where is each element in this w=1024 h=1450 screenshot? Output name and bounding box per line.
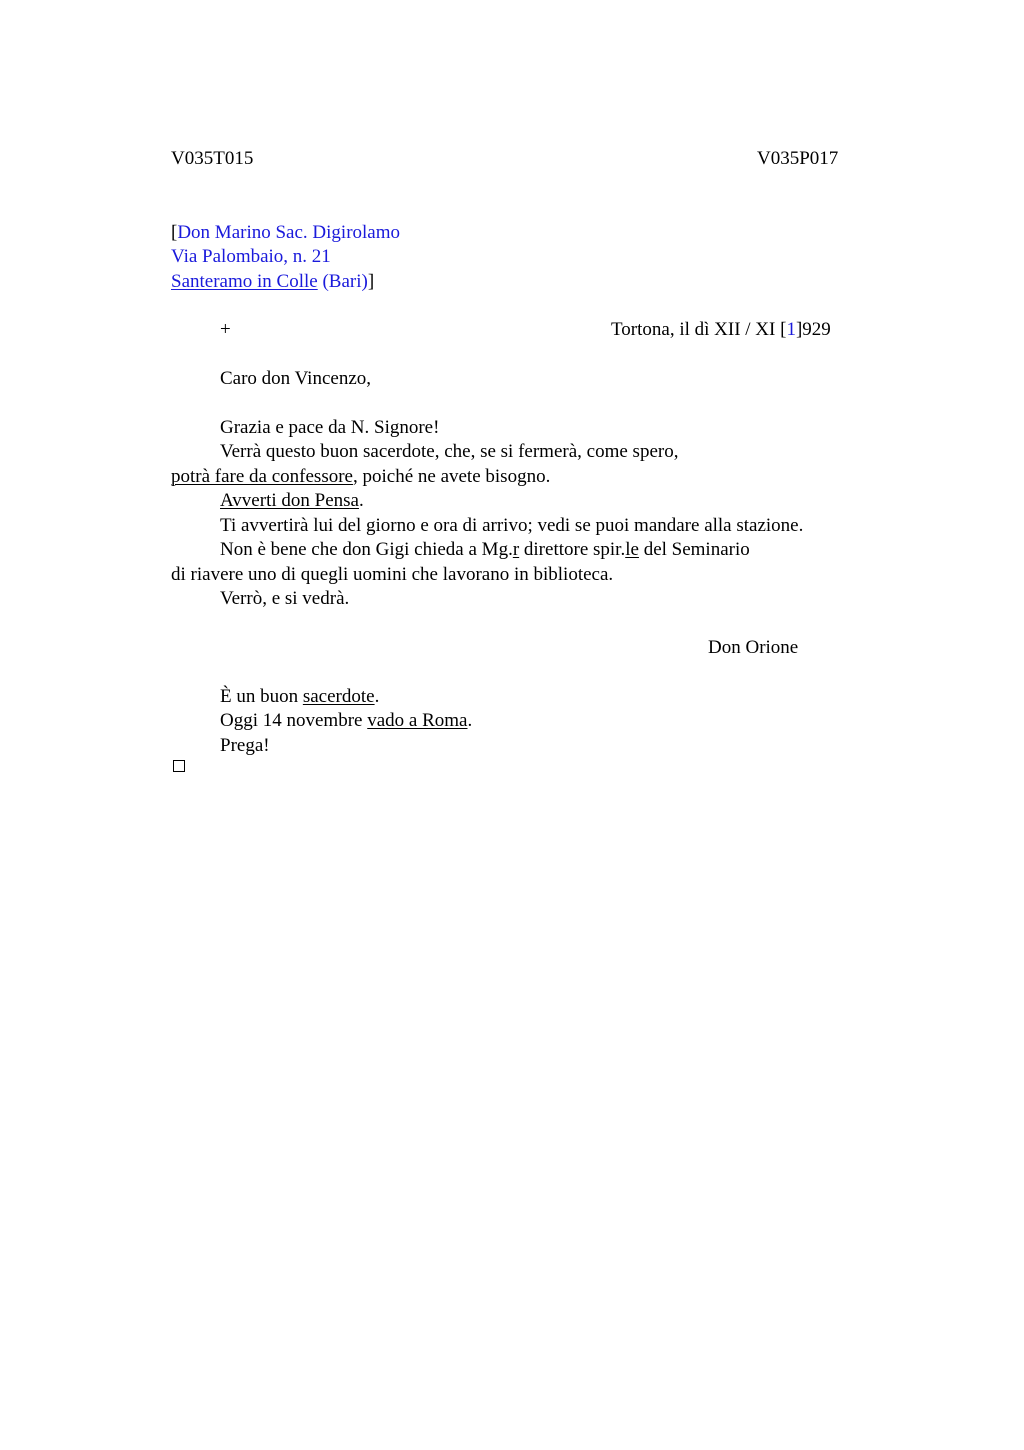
year-insert: 1 — [786, 319, 796, 340]
ps-1-c: . — [374, 686, 380, 707]
document-code-right: V035P017 — [757, 148, 839, 169]
address-name-line — [171, 221, 400, 246]
end-square-icon — [173, 760, 185, 772]
address-province: (Bari) — [322, 271, 368, 292]
body-line-8: Verrò, e si vedrà. — [220, 588, 350, 609]
document-code-left: V035T015 — [171, 148, 254, 169]
place-date-prefix: Tortona, il dì XII / XI [ — [611, 319, 787, 340]
address-street: Via Palombaio, n. 21 — [171, 246, 331, 267]
underlined-phrase: Avverti don Pensa — [220, 490, 359, 511]
place-date-suffix: ]929 — [795, 319, 831, 340]
body-line-6-c: direttore spir. — [519, 539, 626, 560]
body-line-1: Grazia e pace da N. Signore! — [220, 417, 440, 438]
place-date — [611, 318, 831, 343]
postscript-line-3: Prega! — [220, 735, 270, 756]
body-line-6-e: del Seminario — [638, 539, 750, 560]
cross-symbol: + — [220, 319, 231, 340]
body-line-3-rest: , poiché ne avete bisogno. — [352, 466, 551, 487]
body-line-2: Verrà questo buon sacerdote, che, se si fermerà, come spero, — [220, 441, 679, 462]
address-city-line — [171, 270, 374, 295]
underlined-phrase: vado a Roma — [367, 710, 468, 731]
ps-2-c: . — [467, 710, 473, 731]
body-line-4-rest: . — [358, 490, 364, 511]
salutation: Caro don Vincenzo, — [220, 368, 371, 389]
address-name: Don Marino Sac. Digirolamo — [177, 222, 401, 243]
address-city: Santeramo in Colle — [171, 271, 318, 292]
underlined-phrase: sacerdote — [302, 686, 375, 707]
open-bracket: [ — [171, 222, 178, 243]
body-line-4 — [220, 489, 364, 514]
ps-2-a: Oggi 14 novembre — [220, 710, 368, 731]
body-line-5: Ti avvertirà lui del giorno e ora di arrivo; vedi se puoi mandare alla stazione. — [220, 515, 804, 536]
postscript-line-1 — [220, 685, 379, 710]
underlined-abbrev: r — [512, 539, 520, 560]
ps-1-a: È un buon — [220, 686, 303, 707]
postscript-line-2 — [220, 709, 472, 734]
body-line-3 — [171, 465, 550, 490]
close-bracket: ] — [367, 271, 375, 292]
body-line-6 — [220, 538, 750, 563]
signature: Don Orione — [708, 637, 799, 658]
underlined-abbrev: le — [625, 539, 639, 560]
body-line-7: di riavere uno di quegli uomini che lavorano in biblioteca. — [171, 564, 614, 585]
body-line-6-a: Non è bene che don Gigi chieda a Mg. — [220, 539, 513, 560]
underlined-phrase: potrà fare da confessore — [171, 466, 353, 487]
